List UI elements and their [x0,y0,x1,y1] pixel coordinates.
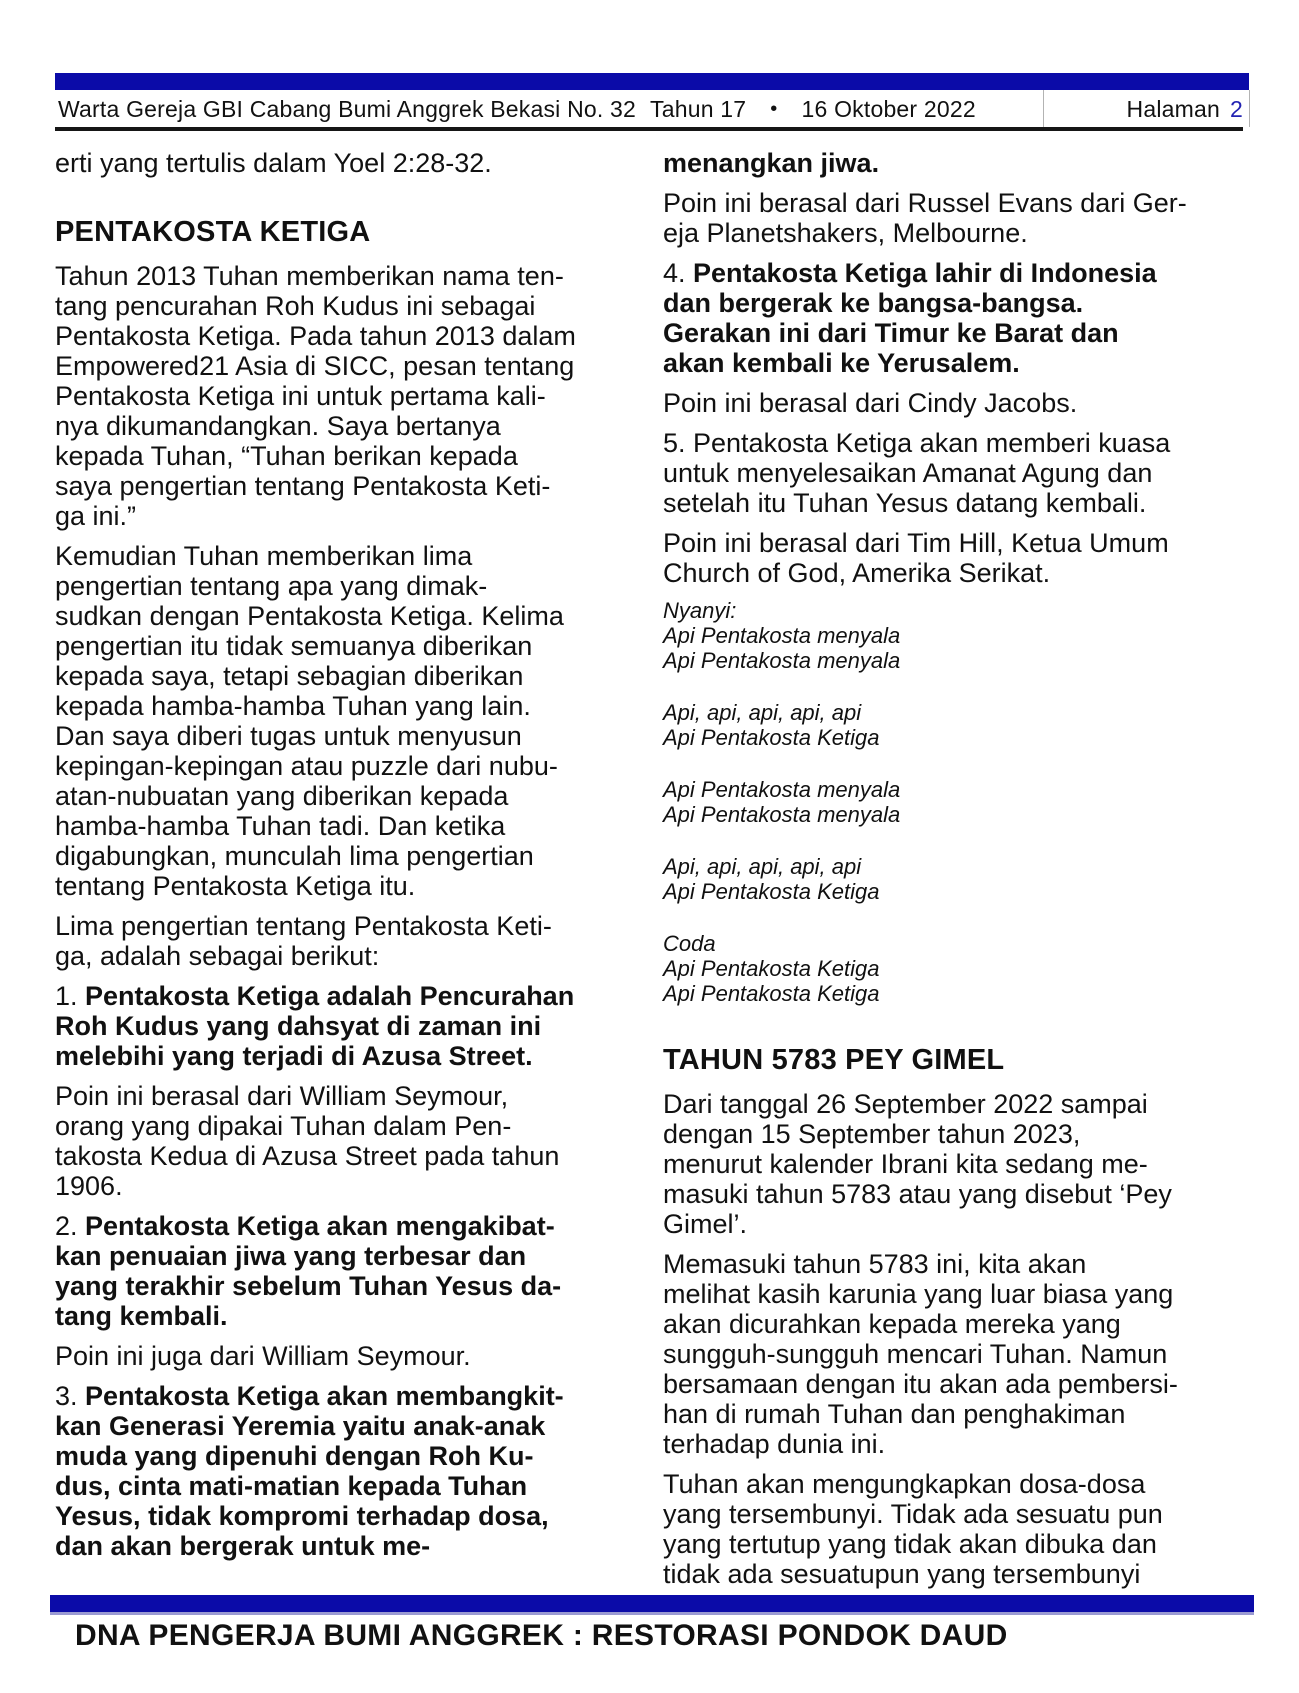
paragraph-line: han di rumah Tuhan dan penghakiman [663,1399,1126,1429]
page-header [58,92,1243,126]
lyrics-line: Api Pentakosta Ketiga [663,981,880,1006]
paragraph-line: Dan saya diberi tugas untuk menyusun [55,721,522,751]
lyrics-line: Api Pentakosta Ketiga [663,956,880,981]
paragraph-line: untuk menyelesaikan Amanat Agung dan [663,458,1153,488]
paragraph-line: Kemudian Tuhan memberikan lima [55,541,473,571]
right-column [663,148,1247,1599]
point-line: Yesus, tidak kompromi terhadap dosa, [55,1501,549,1531]
numbered-point [55,981,637,1071]
point-line: dus, cinta mati-matian kepada Tuhan [55,1471,528,1501]
point-line: Roh Kudus yang dahsyat di zaman ini [55,1011,542,1041]
point-text: Pentakosta Ketiga akan membangkit- [85,1381,564,1411]
paragraph-line: melihat kasih karunia yang luar biasa yang [663,1279,1174,1309]
paragraph-line: nya dikumandangkan. Saya bertanya [55,411,501,441]
paragraph-line: Lima pengertian tentang Pentakosta Keti- [55,911,552,941]
body-paragraph [55,261,637,531]
paragraph-line: Pentakosta Ketiga. Pada tahun 2013 dalam [55,321,576,351]
paragraph-line: eja Planetshakers, Melbourne. [663,218,1028,248]
point-text: Pentakosta Ketiga akan mengakibat- [85,1211,555,1241]
paragraph-line: takosta Kedua di Azusa Street pada tahun [55,1141,560,1171]
paragraph-line: Pentakosta Ketiga ini untuk pertama kali- [55,381,546,411]
body-paragraph [55,1081,637,1201]
paragraph-line: 5. Pentakosta Ketiga akan memberi kuasa [663,428,1171,458]
body-paragraph [55,541,637,901]
header-blue-bar [55,73,1249,90]
lyrics-line: Api Pentakosta menyala [663,648,901,673]
paragraph-line: Empowered21 Asia di SICC, pesan tentang [55,351,575,381]
paragraph-line: kepada Tuhan, “Tuhan berikan kepada [55,441,518,471]
paragraph-line: Church of God, Amerika Serikat. [663,558,1051,588]
paragraph-line: Poin ini juga dari William Seymour. [55,1341,471,1371]
left-column [55,148,637,1599]
newsletter-title: Warta Gereja GBI Cabang Bumi Anggrek Bekasi No. 32 [58,95,637,122]
paragraph-line: kepada saya, tetapi sebagian diberikan [55,661,524,691]
lyrics-line: Api Pentakosta menyala [663,802,901,827]
paragraph-line: pengertian tentang apa yang dimak- [55,571,488,601]
body-paragraph [55,148,637,178]
point-line [663,258,1247,288]
paragraph-line: masuki tahun 5783 atau yang disebut ‘Pey [663,1179,1172,1209]
article-columns [55,148,1247,1599]
lyrics-line: Api Pentakosta Ketiga [663,879,880,904]
paragraph-line: kepingan-kepingan atau puzzle dari nubu- [55,751,558,781]
numbered-point [55,1211,637,1331]
song-lyrics [663,598,1247,1006]
paragraph-line: Poin ini berasal dari William Seymour, [55,1081,509,1111]
paragraph-line: yang tersembunyi. Tidak ada sesuatu pun [663,1499,1163,1529]
paragraph-line: Poin ini berasal dari Tim Hill, Ketua Umum [663,528,1169,558]
body-paragraph [663,428,1247,518]
paragraph-line: ga, adalah sebagai berikut: [55,941,380,971]
paragraph-line: terhadap dunia ini. [663,1429,886,1459]
point-line: kan penuaian jiwa yang terbesar dan [55,1241,527,1271]
lyrics-line: Api, api, api, api, api [663,700,862,725]
point-number: 2. [55,1211,86,1241]
paragraph-line: hamba-hamba Tuhan tadi. Dan ketika [55,811,506,841]
point-line: yang terakhir sebelum Tuhan Yesus da- [55,1271,562,1301]
paragraph-line: akan dicurahkan kepada mereka yang [663,1309,1121,1339]
paragraph-line: setelah itu Tuhan Yesus datang kembali. [663,488,1147,518]
point-number: 3. [55,1381,86,1411]
point-number: 4. [663,258,694,288]
point-line: dan akan bergerak untuk me- [55,1531,431,1561]
paragraph-line: menangkan jiwa. [663,148,880,178]
body-paragraph [663,1249,1247,1459]
header-cell-divider [1043,90,1044,127]
point-line [55,1211,637,1241]
paragraph-line: Gimel’. [663,1209,748,1239]
paragraph-line: kepada hamba-hamba Tuhan yang lain. [55,691,531,721]
paragraph-line: Poin ini berasal dari Russel Evans dari Ger- [663,188,1187,218]
header-rule [55,127,1243,131]
paragraph-line: saya pengertian tentang Pentakosta Keti- [55,471,551,501]
point-line: akan kembali ke Yerusalem. [663,348,1020,378]
paragraph-line: yang tertutup yang tidak akan dibuka dan [663,1529,1157,1559]
lyrics-gap [663,750,1247,777]
numbered-point [55,1381,637,1561]
header-bullet-icon: • [770,97,778,120]
body-paragraph [55,911,637,971]
lyrics-line: Api, api, api, api, api [663,854,862,879]
paragraph-line: sungguh-sungguh mencari Tuhan. Namun [663,1339,1168,1369]
paragraph-line: ga ini.” [55,501,137,531]
section-heading: TAHUN 5783 PEY GIMEL [663,1044,1005,1076]
paragraph-line: Tahun 2013 Tuhan memberikan nama ten- [55,261,564,291]
paragraph-line: sudkan dengan Pentakosta Ketiga. Kelima [55,601,564,631]
point-line: tang kembali. [55,1301,228,1331]
paragraph-line: pengertian itu tidak semuanya diberikan [55,631,533,661]
paragraph-line: Poin ini berasal dari Cindy Jacobs. [663,388,1078,418]
body-paragraph [663,528,1247,588]
paragraph-line: tang pencurahan Roh Kudus ini sebagai [55,291,536,321]
body-paragraph [55,1341,637,1371]
point-line [55,1381,637,1411]
point-number: 1. [55,981,86,1011]
lyrics-line: Api Pentakosta menyala [663,623,901,648]
lyrics-gap [663,673,1247,700]
paragraph-line: orang yang dipakai Tuhan dalam Pen- [55,1111,512,1141]
page-number: 2 [1230,95,1243,122]
point-line [55,981,637,1011]
header-cell-divider [1249,90,1250,127]
footer-blue-bar [50,1595,1254,1615]
header-tahun: Tahun 17 [650,95,747,122]
point-line: muda yang dipenuhi dengan Roh Ku- [55,1441,534,1471]
body-paragraph [663,1469,1247,1589]
paragraph-line: atan-nubuatan yang diberikan kepada [55,781,509,811]
paragraph-line: bersamaan dengan itu akan ada pembersi- [663,1369,1178,1399]
point-text: Pentakosta Ketiga adalah Pencurahan [85,981,575,1011]
paragraph-line: dengan 15 September tahun 2023, [663,1119,1081,1149]
paragraph-line: erti yang tertulis dalam Yoel 2:28-32. [55,148,492,178]
paragraph-line: 1906. [55,1171,123,1201]
paragraph-line: Tuhan akan mengungkapkan dosa-dosa [663,1469,1146,1499]
point-text: Pentakosta Ketiga lahir di Indonesia [693,258,1157,288]
lyrics-gap [663,827,1247,854]
paragraph-line: Dari tanggal 26 September 2022 sampai [663,1089,1148,1119]
lyrics-gap [663,904,1247,931]
lyrics-line: Api Pentakosta menyala [663,777,901,802]
body-paragraph [663,188,1247,248]
point-line: kan Generasi Yeremia yaitu anak-anak [55,1411,546,1441]
point-line: dan bergerak ke bangsa-bangsa. [663,288,1084,318]
footer-slogan: DNA PENGERJA BUMI ANGGREK : RESTORASI PONDOK DAUD [75,1619,1008,1652]
paragraph-line: menurut kalender Ibrani kita sedang me- [663,1149,1148,1179]
paragraph-line: tidak ada sesuatupun yang tersembunyi [663,1559,1141,1589]
point-line: Gerakan ini dari Timur ke Barat dan [663,318,1119,348]
numbered-point [663,258,1247,378]
paragraph-line: Memasuki tahun 5783 ini, kita akan [663,1249,1087,1279]
body-paragraph [663,388,1247,418]
header-date: 16 Oktober 2022 [801,95,976,122]
lyrics-line: Coda [663,931,716,956]
body-paragraph [663,1089,1247,1239]
paragraph-line: tentang Pentakosta Ketiga itu. [55,871,416,901]
point-line: melebihi yang terjadi di Azusa Street. [55,1041,533,1071]
lyrics-line: Api Pentakosta Ketiga [663,725,880,750]
bold-paragraph [663,148,1247,178]
paragraph-line: digabungkan, munculah lima pengertian [55,841,534,871]
page-label: Halaman [1126,95,1220,122]
section-heading: PENTAKOSTA KETIGA [55,216,371,248]
lyrics-line: Nyanyi: [663,598,737,623]
